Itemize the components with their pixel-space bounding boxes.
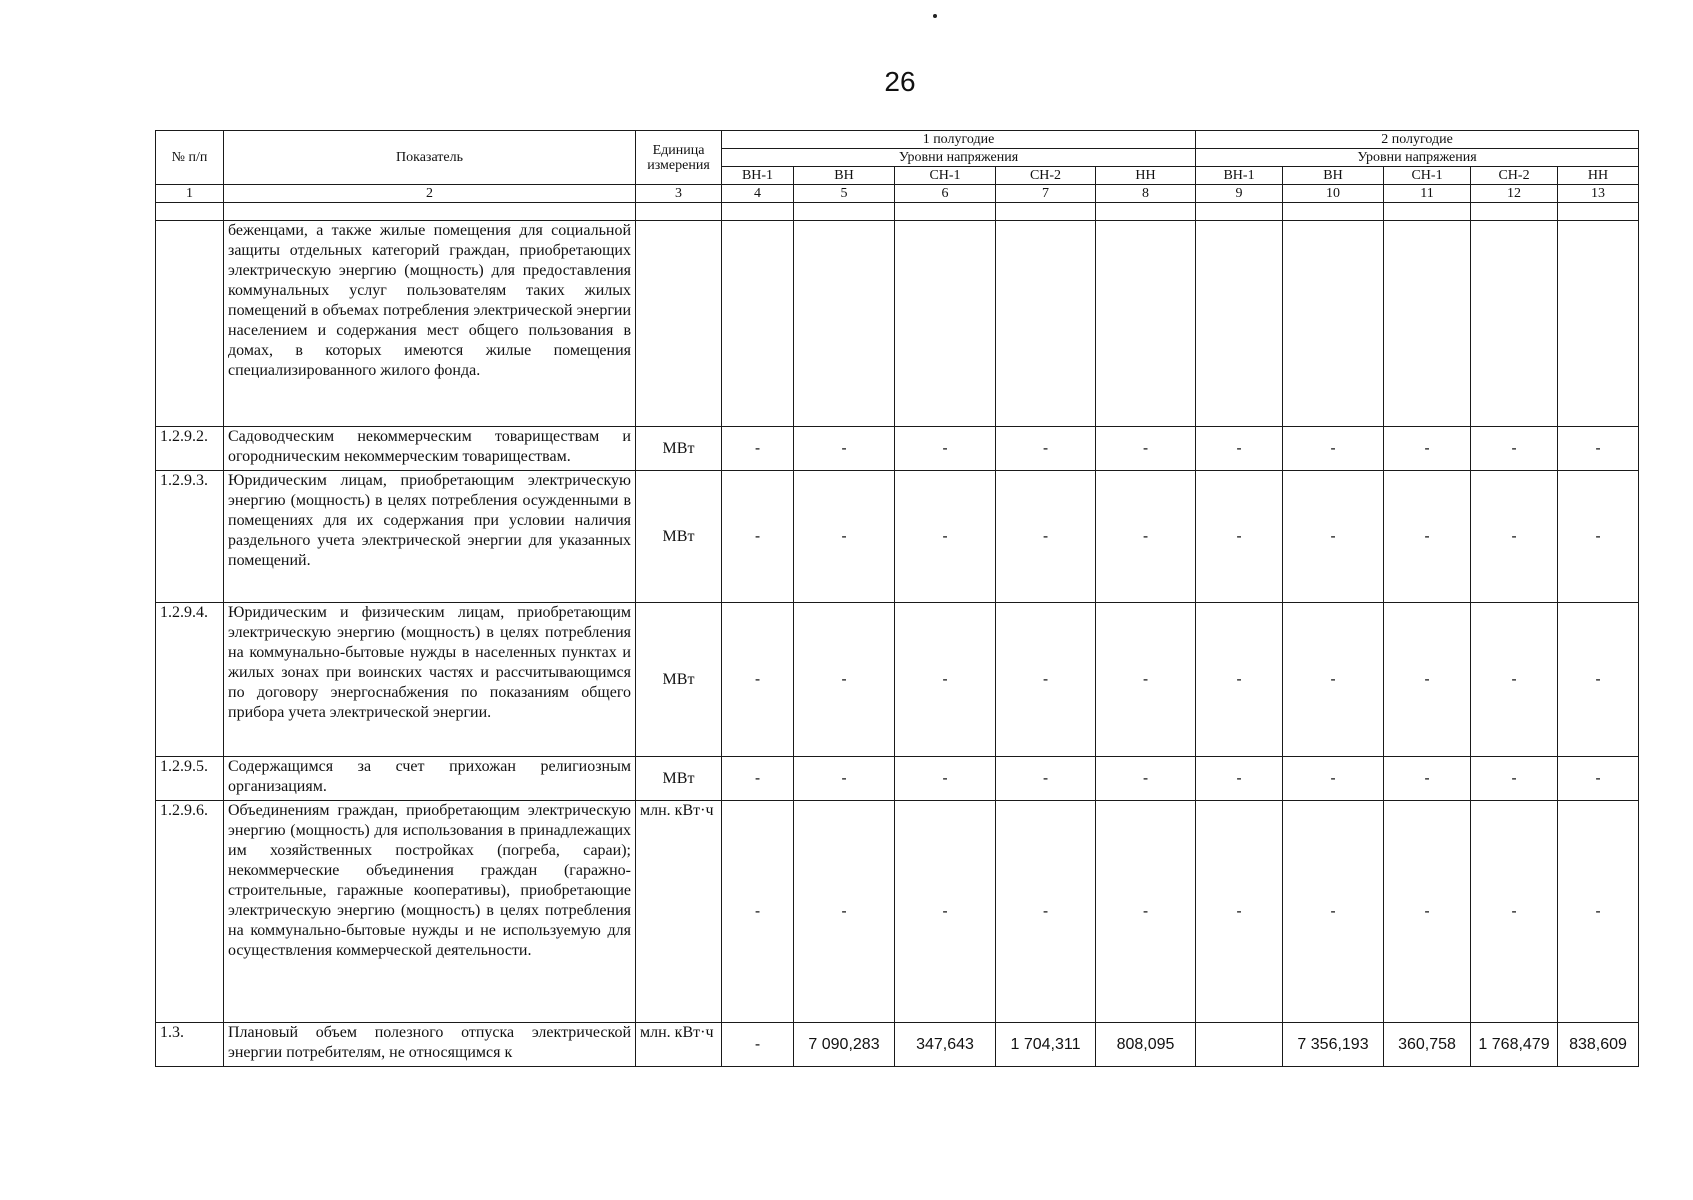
row-value: -	[895, 603, 996, 757]
row-description: Плановый объем полезного отпуска электрической энергии потребителям, не относящимся к	[224, 1023, 636, 1067]
row-unit: млн. кВт·ч	[636, 1023, 722, 1067]
row-value	[996, 221, 1096, 427]
row-value: -	[996, 427, 1096, 471]
row-value: -	[722, 757, 794, 801]
column-number: 8	[1096, 185, 1196, 203]
tariff-table	[155, 130, 1639, 1067]
row-value: -	[1384, 427, 1471, 471]
row-value: -	[1384, 603, 1471, 757]
row-description: Содержащимся за счет прихожан религиозным организациям.	[224, 757, 636, 801]
row-value	[1558, 221, 1639, 427]
row-value: -	[1558, 603, 1639, 757]
table-row	[156, 757, 1639, 801]
header-unit: Единица измерения	[636, 131, 722, 185]
row-unit: МВт	[636, 427, 722, 471]
table-row	[156, 221, 1639, 427]
row-number: 1.2.9.6.	[156, 801, 224, 1023]
level-header: ВН	[794, 167, 895, 185]
row-value: -	[1096, 801, 1196, 1023]
row-description: Юридическим лицам, приобретающим электрическую энергию (мощность) в целях потребления осужденными в помещениях для их содержания при условии наличия раздельного учета электрической энергии для указанных помещений.	[224, 471, 636, 603]
row-value: -	[722, 1023, 794, 1067]
row-value: -	[1096, 603, 1196, 757]
row-value	[722, 221, 794, 427]
row-value: 360,758	[1384, 1023, 1471, 1067]
row-value	[794, 221, 895, 427]
table-row	[156, 427, 1639, 471]
level-header: СН-2	[996, 167, 1096, 185]
row-value: -	[1283, 603, 1384, 757]
row-value: -	[794, 427, 895, 471]
row-value: -	[1283, 427, 1384, 471]
row-value: -	[1096, 427, 1196, 471]
row-value: 1 768,479	[1471, 1023, 1558, 1067]
row-value: -	[1558, 801, 1639, 1023]
column-number: 11	[1384, 185, 1471, 203]
row-value: -	[1558, 471, 1639, 603]
row-number: 1.2.9.2.	[156, 427, 224, 471]
row-value: -	[895, 427, 996, 471]
row-value	[1196, 221, 1283, 427]
row-unit: МВт	[636, 603, 722, 757]
row-value	[1471, 221, 1558, 427]
row-value: -	[1283, 471, 1384, 603]
table-row	[156, 1023, 1639, 1067]
row-value: -	[1096, 471, 1196, 603]
row-value: -	[1558, 427, 1639, 471]
row-value: -	[794, 801, 895, 1023]
row-value: -	[1096, 757, 1196, 801]
table-row	[156, 471, 1639, 603]
row-number: 1.2.9.3.	[156, 471, 224, 603]
row-value: -	[895, 757, 996, 801]
header-voltage-levels-1: Уровни напряжения	[722, 149, 1196, 167]
table-row	[156, 603, 1639, 757]
row-value: -	[996, 757, 1096, 801]
level-header: НН	[1558, 167, 1639, 185]
scan-dot	[933, 14, 937, 18]
row-value: -	[996, 801, 1096, 1023]
column-number: 2	[224, 185, 636, 203]
row-value: -	[1471, 757, 1558, 801]
row-value: -	[794, 603, 895, 757]
row-value: -	[1196, 801, 1283, 1023]
row-description: Юридическим и физическим лицам, приобретающим электрическую энергию (мощность) в целях потребления на коммунально-бытовые нужды в населенных пунктах и жилых зонах при воинских частях и рассчитывающимся по договору энергоснабжения по показаниям общего прибора учета электрической энергии.	[224, 603, 636, 757]
column-number: 4	[722, 185, 794, 203]
row-value: -	[1558, 757, 1639, 801]
row-value: 7 356,193	[1283, 1023, 1384, 1067]
row-value: -	[1196, 603, 1283, 757]
row-value: 7 090,283	[794, 1023, 895, 1067]
row-description: беженцами, а также жилые помещения для социальной защиты отдельных категорий граждан, приобретающих электрическую энергию (мощность) для предоставления коммунальных услуг пользователям таких жилых помещений в объемах потребления электрической энергии населением и содержания мест общего пользования в домах, в которых имеются жилые помещения специализированного жилого фонда.	[224, 221, 636, 427]
column-number: 6	[895, 185, 996, 203]
row-number	[156, 221, 224, 427]
row-value: -	[895, 471, 996, 603]
row-number: 1.2.9.4.	[156, 603, 224, 757]
header-indicator: Показатель	[224, 131, 636, 185]
level-header: ВН	[1283, 167, 1384, 185]
row-value: -	[1471, 471, 1558, 603]
row-value: -	[996, 471, 1096, 603]
row-value: 1 704,311	[996, 1023, 1096, 1067]
row-value: -	[1283, 757, 1384, 801]
column-number: 10	[1283, 185, 1384, 203]
header-voltage-levels-2: Уровни напряжения	[1196, 149, 1639, 167]
header-num: № п/п	[156, 131, 224, 185]
level-header: СН-2	[1471, 167, 1558, 185]
row-value: 838,609	[1558, 1023, 1639, 1067]
column-number: 5	[794, 185, 895, 203]
level-header: ВН-1	[722, 167, 794, 185]
row-value: -	[722, 427, 794, 471]
row-value	[895, 221, 996, 427]
table-row	[156, 801, 1639, 1023]
row-value: -	[1196, 757, 1283, 801]
row-unit: МВт	[636, 757, 722, 801]
row-unit: МВт	[636, 471, 722, 603]
row-value: -	[794, 757, 895, 801]
column-number: 12	[1471, 185, 1558, 203]
row-value: -	[1384, 471, 1471, 603]
row-value: -	[1283, 801, 1384, 1023]
row-value: -	[722, 801, 794, 1023]
row-value: -	[1384, 757, 1471, 801]
level-header: НН	[1096, 167, 1196, 185]
row-unit: млн. кВт·ч	[636, 801, 722, 1023]
page-number: 26	[884, 66, 916, 97]
row-value: -	[1196, 427, 1283, 471]
row-value	[1196, 1023, 1283, 1067]
column-number: 7	[996, 185, 1096, 203]
header-half-1: 1 полугодие	[722, 131, 1196, 149]
header-half-2: 2 полугодие	[1196, 131, 1639, 149]
row-value: -	[722, 471, 794, 603]
row-value: -	[794, 471, 895, 603]
row-value: -	[895, 801, 996, 1023]
row-unit	[636, 221, 722, 427]
row-value: -	[1196, 471, 1283, 603]
level-header: СН-1	[895, 167, 996, 185]
row-value: -	[1471, 801, 1558, 1023]
row-number: 1.3.	[156, 1023, 224, 1067]
row-value: 347,643	[895, 1023, 996, 1067]
row-value: -	[1384, 801, 1471, 1023]
level-header: СН-1	[1384, 167, 1471, 185]
row-number: 1.2.9.5.	[156, 757, 224, 801]
row-value: 808,095	[1096, 1023, 1196, 1067]
row-value: -	[1471, 603, 1558, 757]
row-value	[1384, 221, 1471, 427]
row-value: -	[996, 603, 1096, 757]
column-number: 3	[636, 185, 722, 203]
level-header: ВН-1	[1196, 167, 1283, 185]
row-description: Объединениям граждан, приобретающим электрическую энергию (мощность) для использования в принадлежащих им хозяйственных постройках (погреба, сараи); некоммерческие объединения граждан (гаражно-строительные, гаражные кооперативы), приобретающие электрическую энергию (мощность) в целях потребления на коммунально-бытовые нужды и не используемую для осуществления коммерческой деятельности.	[224, 801, 636, 1023]
row-description: Садоводческим некоммерческим товариществам и огородническим некоммерческим товариществам.	[224, 427, 636, 471]
row-value	[1096, 221, 1196, 427]
row-value: -	[722, 603, 794, 757]
column-number: 13	[1558, 185, 1639, 203]
column-number: 1	[156, 185, 224, 203]
row-value	[1283, 221, 1384, 427]
column-number: 9	[1196, 185, 1283, 203]
spacer-row	[156, 203, 1639, 221]
row-value: -	[1471, 427, 1558, 471]
